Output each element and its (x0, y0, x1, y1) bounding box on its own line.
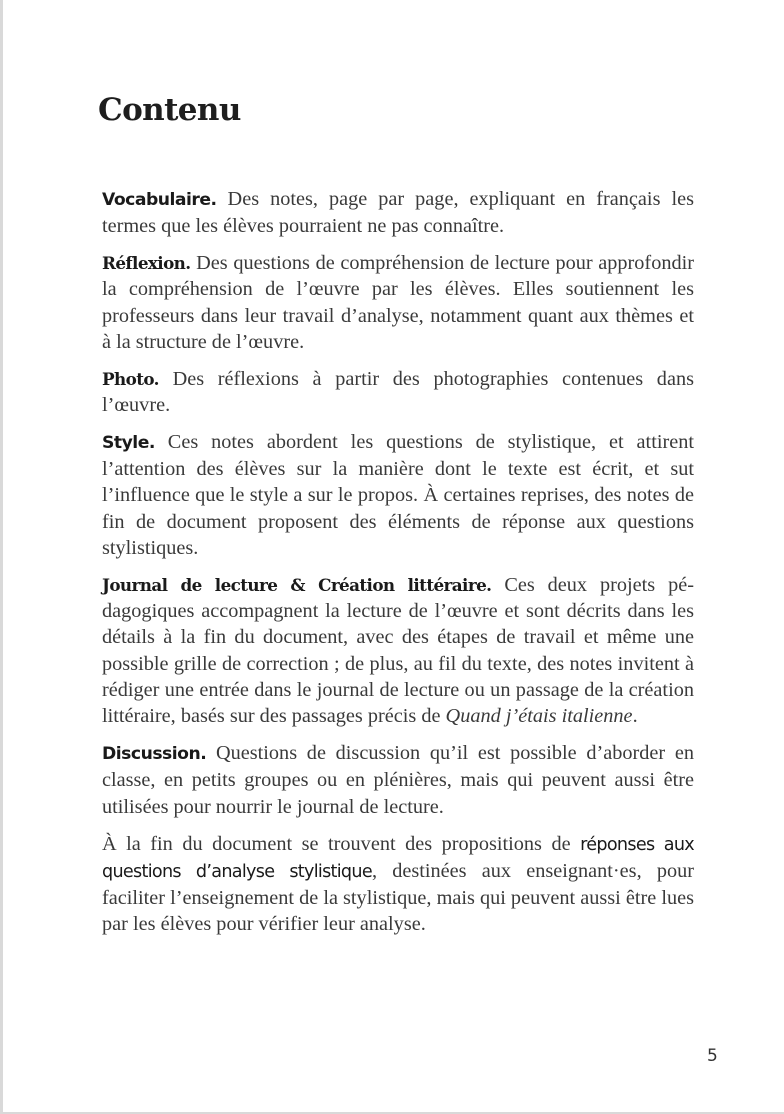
paragraph-vocabulaire (102, 186, 694, 240)
term-style: Style. (102, 432, 155, 453)
closing-text-before: À la fin du document se trouvent des propositions de (102, 832, 581, 855)
paragraph-text-end: . (632, 705, 638, 728)
paragraph-style (102, 429, 694, 561)
paragraph-closing (102, 831, 694, 938)
book-title: Quand j’étais italienne (445, 705, 633, 728)
paragraph-text: Questions de discussion qu’il est possible d’aborder en classe, en petits groupes ou en plénières, mais qui peuvent aussi être utilisées pour nourrir le journal de lecture. (102, 742, 694, 818)
page-number: 5 (707, 1046, 718, 1066)
paragraph-journal (102, 572, 694, 730)
paragraph-discussion (102, 740, 694, 820)
closing-emphasis: réponses aux questions d’analyse stylistique (102, 834, 694, 882)
paragraph-text: Ces notes abordent les questions de stylistique, et attirent l’attention des élèves sur la manière dont le texte est écrit, et sut l’influence que le style a sur le propos. À certaines reprises, des notes de fin de document proposent des éléments de réponse aux questions stylistiques. (102, 430, 694, 560)
document-page (3, 0, 784, 1112)
paragraph-photo (102, 366, 694, 419)
paragraph-text: Des réflexions à partir des photographies contenues dans l’œuvre. (102, 367, 694, 417)
paragraph-reflexion (102, 250, 694, 355)
term-reflexion: Réflexion. (102, 253, 191, 274)
term-vocabulaire: Vocabulaire. (102, 190, 217, 210)
page-title: Contenu (98, 92, 241, 128)
paragraph-text: Des notes, page par page, expliquant en français les termes que les élèves pourraient ne pas connaître. (102, 188, 694, 238)
content-body (102, 186, 694, 948)
term-discussion: Discussion. (102, 744, 207, 765)
term-journal-creation: Journal de lecture & Création littéraire. (102, 574, 492, 595)
term-photo: Photo. (102, 368, 159, 389)
paragraph-text: Des questions de compréhension de lecture pour approfondir la compréhension de l’œuvre par les élèves. Elles soutiennent les professeurs dans leur travail d’analyse, notamment quant aux thèmes et à la structure de l’œuvre. (102, 252, 694, 353)
closing-text-after: , destinées aux enseignant·es, pour faciliter l’enseignement de la stylistique, mais qui peuvent aussi être lues par les élèves pour vérifier leur analyse. (102, 859, 694, 936)
paragraph-text: Ces deux projets pédagogiques accompagnent la lecture de l’œuvre et sont décrits dans les détails à la fin du document, avec des étapes de travail et même une possible grille de correction ; de plus, au fil du texte, des notes invitent à rédiger une entrée dans le journal de lecture ou un passage de la création littéraire, basés sur des passages précis de (102, 573, 695, 728)
